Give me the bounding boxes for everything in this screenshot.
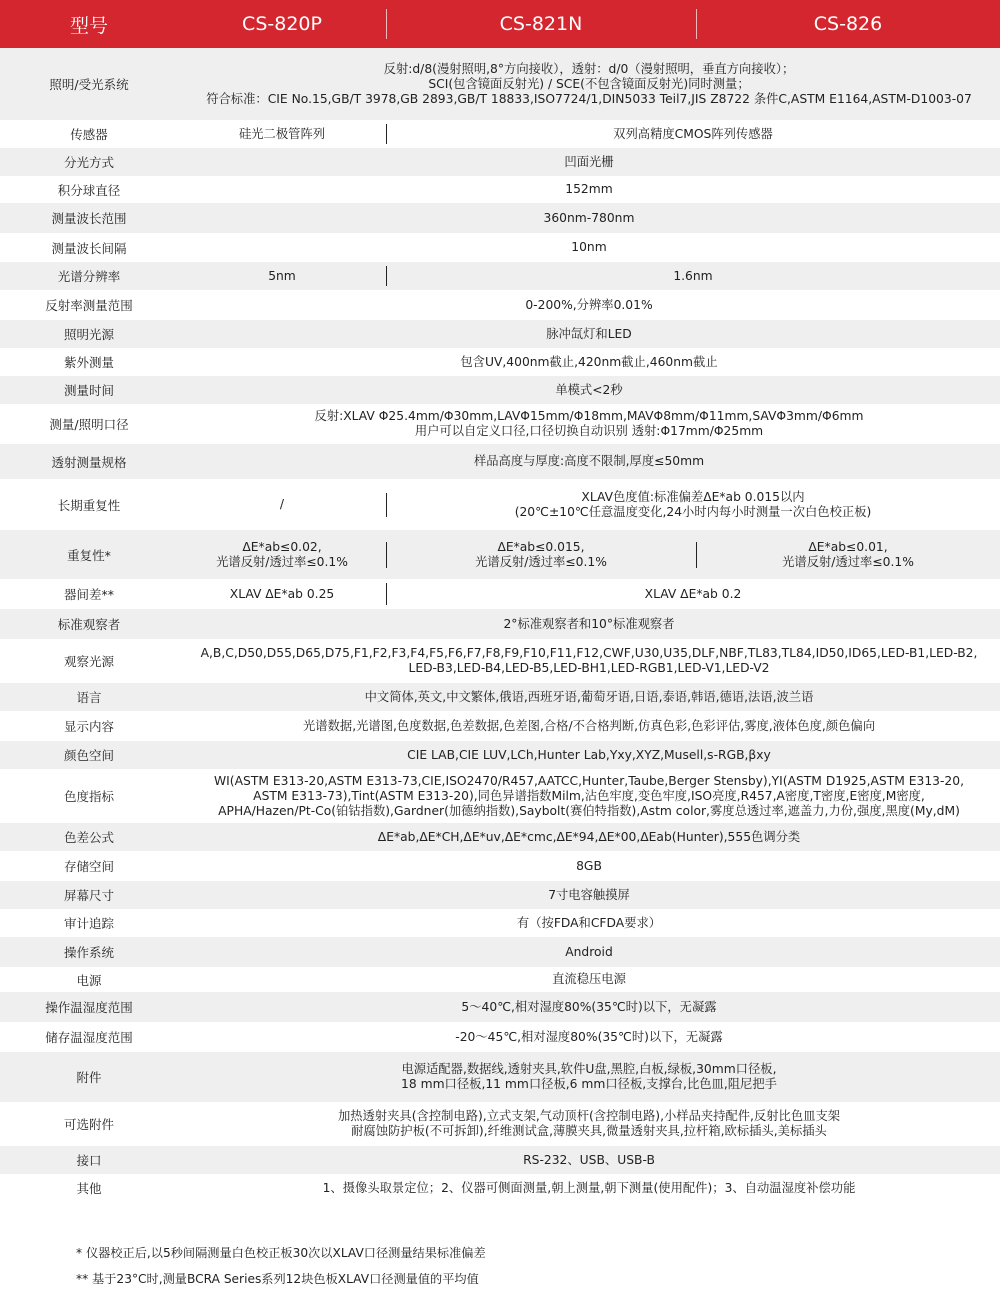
spec-value [178, 1146, 1000, 1174]
spec-value-line: 直流稳压电源 [552, 972, 626, 986]
spec-value-line: / [279, 497, 285, 511]
spec-row [0, 1022, 1000, 1052]
spec-value [178, 376, 1000, 404]
spec-row [0, 376, 1000, 404]
spec-value [178, 479, 386, 530]
spec-value [178, 1022, 1000, 1052]
spec-value-line: 中文简体,英文,中文繁体,俄语,西班牙语,葡萄牙语,日语,泰语,韩语,德语,法语,波兰语 [364, 689, 814, 704]
spec-label: 语言 [76, 690, 102, 705]
spec-label: 测量波长范围 [51, 211, 127, 226]
spec-label: 电源 [76, 972, 102, 988]
spec-row [0, 909, 1000, 937]
spec-value-line: 1.6nm [673, 268, 713, 283]
spec-label: 观察光源 [63, 654, 114, 669]
spec-value [178, 992, 1000, 1022]
spec-row [0, 967, 1000, 992]
spec-row [0, 148, 1000, 176]
spec-value [178, 444, 1000, 479]
spec-value [178, 530, 386, 579]
spec-label: 存储空间 [63, 859, 114, 874]
spec-label: 重复性* [67, 547, 111, 563]
spec-row [0, 769, 1000, 823]
spec-row [0, 233, 1000, 262]
spec-value [178, 769, 1000, 823]
spec-row [0, 176, 1000, 203]
spec-label: 色差公式 [63, 830, 114, 845]
spec-value [178, 639, 1000, 683]
spec-value [386, 479, 1000, 530]
spec-value-line: 样品高度与厚度:高度不限制,厚度≤50mm [473, 454, 705, 468]
spec-value-line: 1、摄像头取景定位；2、仪器可侧面测量,朝上测量,朝下测量(使用配件)；3、自动温湿度补偿功能 [322, 1180, 856, 1195]
spec-value-line: 光谱数据,光谱图,色度数据,色差数据,色差图,合格/不合格判断,仿真色彩,色彩评估,雾度,液体色度,颜色偏向 [303, 718, 875, 733]
spec-value-line: -20～45℃,相对湿度80%(35℃时)以下，无凝露 [455, 1029, 723, 1044]
spec-value [178, 823, 1000, 851]
spec-value [178, 909, 1000, 937]
spec-label: 审计追踪 [63, 916, 114, 931]
spec-value-line: ΔE*ab≤0.01, [808, 539, 888, 554]
spec-value-line: 反射:d/8(漫射照明,8°方向接收），透射：d/0（漫射照明，垂直方向接收）； [383, 61, 795, 76]
spec-value-line: 7寸电容触摸屏 [548, 887, 630, 902]
spec-row [0, 992, 1000, 1022]
spec-row [0, 530, 1000, 579]
spec-value [178, 1102, 1000, 1146]
spec-value-line: ΔE*ab,ΔE*CH,ΔE*uv,ΔE*cmc,ΔE*94,ΔE*00,ΔEab(Hunter),555色调分类 [377, 829, 801, 844]
spec-value [386, 120, 1000, 148]
spec-table-header [0, 0, 1000, 48]
model-label: 型号 [69, 14, 108, 37]
spec-value [178, 683, 1000, 711]
spec-value-line: 光谱反射/透过率≤0.1% [216, 554, 348, 569]
spec-label: 透射测量规格 [51, 454, 127, 470]
spec-value-line: 硅光二极管阵列 [238, 126, 326, 141]
spec-value [178, 348, 1000, 376]
spec-row [0, 683, 1000, 711]
spec-value [178, 48, 1000, 120]
spec-label: 操作温湿度范围 [45, 1000, 133, 1015]
spec-value-line: ASTM E313-73),Tint(ASTM E313-20),同色异谱指数Milm,沾色牢度,变色牢度,ISO亮度,R457,A密度,T密度,E密度,M密度, [253, 788, 925, 803]
spec-value [178, 937, 1000, 967]
spec-value-line: 有（按FDA和CFDA要求） [516, 915, 662, 930]
model-cs-821n: CS-821N [499, 13, 583, 35]
spec-label: 反射率测量范围 [45, 298, 133, 313]
spec-value [178, 203, 1000, 233]
spec-label: 接口 [76, 1153, 102, 1168]
spec-value [386, 579, 1000, 609]
spec-value-line: 152mm [565, 182, 613, 196]
spec-value-line: 反射:XLAV Φ25.4mm/Φ30mm,LAVΦ15mm/Φ18mm,MAVΦ8mm/Φ11mm,SAVΦ3mm/Φ6mm [314, 409, 864, 423]
spec-label: 分光方式 [63, 155, 114, 170]
model-cs-820p: CS-820P [242, 13, 322, 35]
spec-value-line: WI(ASTM E313-20,ASTM E313-73,CIE,ISO2470/R457,AATCC,Hunter,Taube,Berger Stensby),YI(ASTM D1925,ASTM E313-20, [214, 773, 964, 788]
spec-value [178, 741, 1000, 769]
spec-label: 紫外测量 [63, 355, 114, 370]
spec-label: 其他 [76, 1181, 102, 1196]
spec-value-line: 光谱反射/透过率≤0.1% [475, 554, 607, 569]
spec-value-line: 光谱反射/透过率≤0.1% [782, 554, 914, 569]
spec-value-line: 加热透射夹具(含控制电路),立式支架,气动顶杆(含控制电路),小样品夹持配件,反射比色皿支架 [337, 1109, 841, 1123]
spec-row [0, 320, 1000, 348]
spec-label: 标准观察者 [57, 617, 121, 632]
spec-label: 器间差** [63, 587, 114, 602]
spec-value [178, 881, 1000, 909]
spec-row [0, 262, 1000, 290]
spec-row [0, 937, 1000, 967]
spec-value-line: 单模式<2秒 [555, 382, 623, 397]
spec-label: 测量波长间隔 [51, 240, 127, 256]
spec-value-line: 包含UV,400nm截止,420nm截止,460nm截止 [460, 354, 718, 369]
spec-value-line: 5nm [268, 268, 296, 283]
spec-value [178, 404, 1000, 444]
footnotes [76, 1240, 486, 1292]
spec-label: 颜色空间 [63, 748, 114, 763]
spec-label: 操作系统 [63, 945, 114, 960]
spec-value-line: SCI(包含镜面反射光) / SCE(不包含镜面反射光)同时测量； [428, 76, 750, 91]
spec-value-line: (20℃±10℃任意温度变化,24小时内每小时测量一次白色校正板) [514, 504, 872, 519]
spec-value-line: 电源适配器,数据线,透射夹具,软件U盘,黑腔,白板,绿板,30mm口径板, [401, 1062, 777, 1076]
spec-value-line: 符合标准：CIE No.15,GB/T 3978,GB 2893,GB/T 18833,ISO7724/1,DIN5033 Teil7,JIS Z8722 条件C,ASTM E1164,ASTM-D1003-07 [206, 91, 972, 106]
spec-row [0, 1052, 1000, 1102]
spec-label: 光谱分辨率 [57, 269, 121, 284]
spec-value-line: Android [565, 944, 613, 959]
spec-value-line: CIE LAB,CIE LUV,LCh,Hunter Lab,Yxy,XYZ,Musell,s-RGB,βxy [407, 747, 771, 762]
spec-value-line: LED-B3,LED-B4,LED-B5,LED-BH1,LED-RGB1,LED-V1,LED-V2 [408, 661, 770, 675]
spec-value [178, 609, 1000, 639]
spec-row [0, 479, 1000, 530]
spec-row [0, 823, 1000, 851]
spec-label: 照明/受光系统 [49, 77, 129, 92]
spec-value [178, 148, 1000, 176]
spec-value-line: 0-200%,分辨率0.01% [525, 297, 653, 312]
spec-row [0, 404, 1000, 444]
spec-row [0, 609, 1000, 639]
spec-label: 色度指标 [63, 789, 114, 804]
spec-value-line: 用户可以自定义口径,口径切换自动识别 透射:Φ17mm/Φ25mm [414, 424, 764, 438]
spec-value [178, 176, 1000, 203]
spec-value-line: 耐腐蚀防护板(不可拆卸),纤维测试盒,薄膜夹具,微量透射夹具,拉杆箱,欧标插头,美标插头 [351, 1124, 827, 1138]
spec-value-line: 5～40℃,相对湿度80%(35℃时)以下，无凝露 [461, 999, 717, 1014]
spec-row [0, 741, 1000, 769]
spec-value-line: XLAV色度值:标准偏差ΔE*ab 0.015以内 [581, 489, 805, 504]
spec-value [386, 262, 1000, 290]
spec-value-line: ΔE*ab≤0.015, [497, 539, 585, 554]
spec-label: 储存温湿度范围 [45, 1030, 133, 1045]
spec-value [386, 530, 696, 579]
spec-value [178, 290, 1000, 320]
spec-row [0, 1146, 1000, 1174]
spec-row [0, 1102, 1000, 1146]
spec-row [0, 203, 1000, 233]
spec-value-line: 8GB [576, 858, 602, 873]
spec-row [0, 444, 1000, 479]
spec-label: 测量时间 [63, 383, 114, 398]
spec-value [178, 967, 1000, 992]
spec-value-line: XLAV ΔE*ab 0.2 [644, 586, 742, 601]
spec-value [178, 233, 1000, 262]
spec-row [0, 639, 1000, 683]
footnote: * 仪器校正后,以5秒间隔测量白色校正板30次以XLAV口径测量结果标准偏差 [76, 1246, 486, 1260]
spec-row [0, 851, 1000, 881]
spec-label: 照明光源 [63, 327, 114, 342]
spec-value-line: 10nm [571, 240, 607, 254]
spec-label: 附件 [76, 1070, 102, 1085]
spec-row [0, 348, 1000, 376]
spec-value-line: 双列高精度CMOS阵列传感器 [613, 126, 773, 141]
spec-label: 测量/照明口径 [49, 417, 129, 432]
spec-row [0, 48, 1000, 120]
spec-row [0, 579, 1000, 609]
spec-row [0, 711, 1000, 741]
spec-value-line: XLAV ΔE*ab 0.25 [229, 586, 335, 601]
spec-value [696, 530, 1000, 579]
spec-value-line: 脉冲氙灯和LED [546, 326, 632, 341]
spec-value [178, 1174, 1000, 1202]
spec-value-line: A,B,C,D50,D55,D65,D75,F1,F2,F3,F4,F5,F6,F7,F8,F9,F10,F11,F12,CWF,U30,U35,DLF,NBF,TL83,TL84,ID50,ID65,LED-B1,LED-B2, [200, 646, 978, 660]
spec-value [178, 120, 386, 148]
spec-value-line: 18 mm口径板,11 mm口径板,6 mm口径板,支撑台,比色皿,阻尼把手 [401, 1077, 777, 1091]
spec-value-line: APHA/Hazen/Pt-Co(铂钴指数),Gardner(加德纳指数),Saybolt(赛伯特指数),Astm color,雾度总透过率,遮盖力,力份,强度,黑度(My,dM) [218, 803, 960, 818]
spec-label: 显示内容 [63, 719, 114, 734]
spec-value [178, 1052, 1000, 1102]
spec-value-line: 凹面光栅 [564, 154, 614, 169]
model-cs-826: CS-826 [813, 13, 883, 35]
spec-label: 可选附件 [63, 1117, 114, 1132]
spec-row [0, 1174, 1000, 1202]
spec-value [178, 579, 386, 609]
spec-row [0, 120, 1000, 148]
spec-value-line: ΔE*ab≤0.02, [242, 539, 322, 554]
spec-value [178, 711, 1000, 741]
footnote: ** 基于23°C时,测量BCRA Series系列12块色板XLAV口径测量值的平均值 [76, 1272, 479, 1286]
spec-row [0, 881, 1000, 909]
spec-label: 传感器 [70, 127, 108, 142]
spec-value-line: 2°标准观察者和10°标准观察者 [503, 616, 675, 631]
spec-label: 屏幕尺寸 [63, 888, 114, 903]
spec-label: 积分球直径 [57, 182, 121, 198]
spec-label: 长期重复性 [57, 497, 121, 513]
spec-value [178, 851, 1000, 881]
spec-value [178, 320, 1000, 348]
spec-value-line: 360nm-780nm [543, 210, 635, 225]
spec-value-line: RS-232、USB、USB-B [523, 1152, 655, 1167]
spec-row [0, 290, 1000, 320]
spec-value [178, 262, 386, 290]
